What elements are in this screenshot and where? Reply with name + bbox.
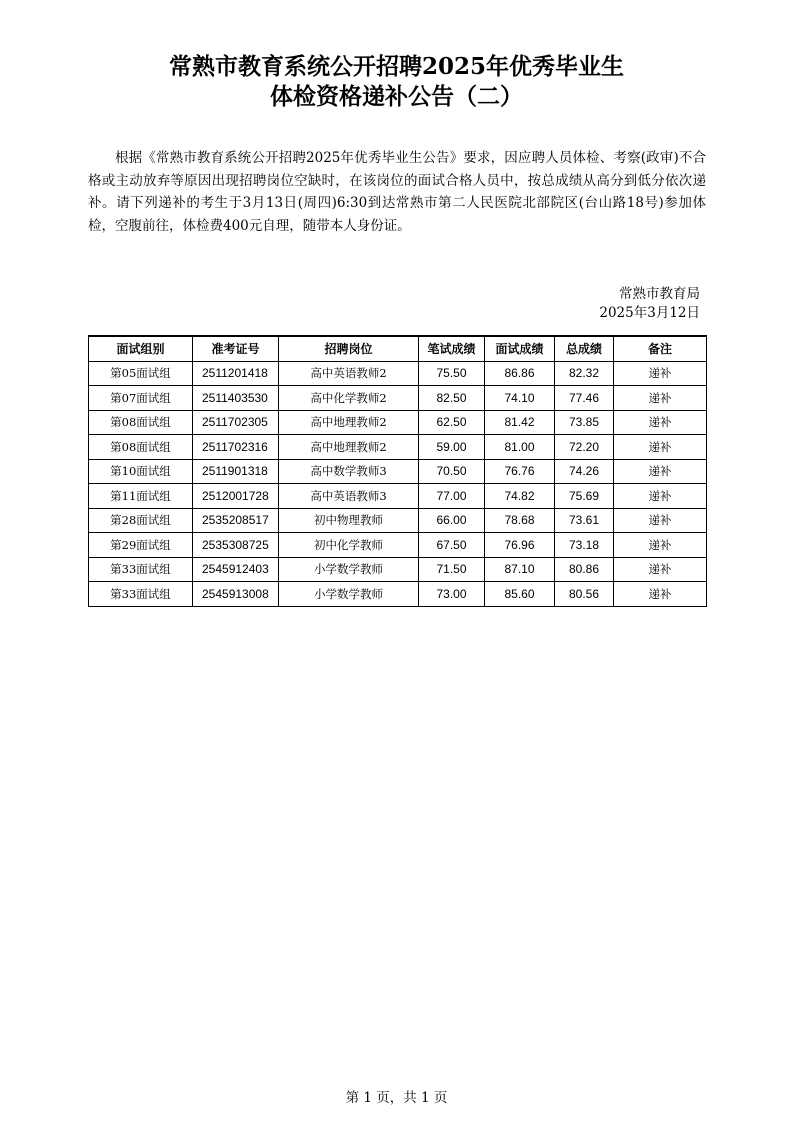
cell-position: 高中地理教师2 — [279, 435, 419, 460]
cell-group: 第11面试组 — [89, 484, 193, 509]
cell-written-score: 70.50 — [419, 459, 485, 484]
cell-position: 初中物理教师 — [279, 508, 419, 533]
cell-position: 小学数学教师 — [279, 582, 419, 607]
cell-remarks: 递补 — [614, 582, 707, 607]
cell-exam-id: 2511201418 — [193, 361, 279, 386]
cell-position: 高中英语教师3 — [279, 484, 419, 509]
cell-exam-id: 2535208517 — [193, 508, 279, 533]
cell-written-score: 77.00 — [419, 484, 485, 509]
cell-exam-id: 2511702305 — [193, 410, 279, 435]
cell-exam-id: 2511403530 — [193, 386, 279, 411]
table-row — [89, 557, 707, 582]
cell-written-score: 67.50 — [419, 533, 485, 558]
cell-interview-score: 85.60 — [485, 582, 555, 607]
cell-interview-score: 81.42 — [485, 410, 555, 435]
cell-position: 高中地理教师2 — [279, 410, 419, 435]
page-footer: 第 1 页，共 1 页 — [345, 1090, 448, 1106]
issue-date: 2025年3月12日 — [599, 305, 700, 321]
cell-interview-score: 76.96 — [485, 533, 555, 558]
cell-written-score: 75.50 — [419, 361, 485, 386]
cell-remarks: 递补 — [614, 484, 707, 509]
column-header-total-score: 总成绩 — [555, 336, 614, 361]
cell-remarks: 递补 — [614, 508, 707, 533]
table-row — [89, 410, 707, 435]
cell-position: 小学数学教师 — [279, 557, 419, 582]
cell-interview-score: 81.00 — [485, 435, 555, 460]
cell-exam-id: 2512001728 — [193, 484, 279, 509]
table-header-row — [89, 336, 707, 361]
cell-group: 第08面试组 — [89, 410, 193, 435]
cell-remarks: 递补 — [614, 386, 707, 411]
cell-interview-score: 76.76 — [485, 459, 555, 484]
table-row — [89, 582, 707, 607]
cell-written-score: 82.50 — [419, 386, 485, 411]
cell-interview-score: 86.86 — [485, 361, 555, 386]
cell-group: 第07面试组 — [89, 386, 193, 411]
page-title-line1: 常熟市教育系统公开招聘2025年优秀毕业生 — [168, 53, 624, 80]
cell-exam-id: 2511901318 — [193, 459, 279, 484]
cell-interview-score: 74.10 — [485, 386, 555, 411]
cell-remarks: 递补 — [614, 410, 707, 435]
table-row — [89, 484, 707, 509]
cell-total-score: 73.18 — [555, 533, 614, 558]
cell-remarks: 递补 — [614, 533, 707, 558]
cell-group: 第28面试组 — [89, 508, 193, 533]
cell-total-score: 73.61 — [555, 508, 614, 533]
cell-remarks: 递补 — [614, 459, 707, 484]
cell-remarks: 递补 — [614, 361, 707, 386]
cell-total-score: 73.85 — [555, 410, 614, 435]
cell-total-score: 80.86 — [555, 557, 614, 582]
column-header-interview-score: 面试成绩 — [485, 336, 555, 361]
cell-group: 第08面试组 — [89, 435, 193, 460]
cell-exam-id: 2535308725 — [193, 533, 279, 558]
column-header-remarks: 备注 — [614, 336, 707, 361]
column-header-exam-id: 准考证号 — [193, 336, 279, 361]
table-row — [89, 435, 707, 460]
cell-written-score: 59.00 — [419, 435, 485, 460]
cell-group: 第10面试组 — [89, 459, 193, 484]
cell-total-score: 72.20 — [555, 435, 614, 460]
cell-group: 第33面试组 — [89, 582, 193, 607]
cell-position: 高中化学教师2 — [279, 386, 419, 411]
cell-position: 高中数学教师3 — [279, 459, 419, 484]
table-row — [89, 508, 707, 533]
cell-exam-id: 2511702316 — [193, 435, 279, 460]
cell-total-score: 74.26 — [555, 459, 614, 484]
cell-group: 第29面试组 — [89, 533, 193, 558]
cell-interview-score: 78.68 — [485, 508, 555, 533]
cell-total-score: 82.32 — [555, 361, 614, 386]
column-header-position: 招聘岗位 — [279, 336, 419, 361]
table-row — [89, 533, 707, 558]
cell-position: 初中化学教师 — [279, 533, 419, 558]
cell-interview-score: 87.10 — [485, 557, 555, 582]
cell-group: 第33面试组 — [89, 557, 193, 582]
cell-exam-id: 2545912403 — [193, 557, 279, 582]
issuing-organization: 常熟市教育局 — [619, 286, 700, 302]
cell-remarks: 递补 — [614, 557, 707, 582]
table-row — [89, 361, 707, 386]
column-header-written-score: 笔试成绩 — [419, 336, 485, 361]
cell-written-score: 71.50 — [419, 557, 485, 582]
cell-position: 高中英语教师2 — [279, 361, 419, 386]
candidates-table — [88, 335, 707, 607]
cell-total-score: 75.69 — [555, 484, 614, 509]
table-row — [89, 386, 707, 411]
table-row — [89, 459, 707, 484]
cell-total-score: 77.46 — [555, 386, 614, 411]
cell-written-score: 62.50 — [419, 410, 485, 435]
cell-exam-id: 2545913008 — [193, 582, 279, 607]
cell-total-score: 80.56 — [555, 582, 614, 607]
cell-group: 第05面试组 — [89, 361, 193, 386]
cell-written-score: 73.00 — [419, 582, 485, 607]
column-header-group: 面试组别 — [89, 336, 193, 361]
cell-remarks: 递补 — [614, 435, 707, 460]
page-title-line2: 体检资格递补公告（二） — [270, 83, 523, 110]
announcement-body: 根据《常熟市教育系统公开招聘2025年优秀毕业生公告》要求，因应聘人员体检、考察(政审)不合格或主动放弃等原因出现招聘岗位空缺时，在该岗位的面试合格人员中，按总成绩从高分到低分依次递补。请下列递补的考生于3月13日(周四)6:30到达常熟市第二人民医院北部院区(台山路18号)参加体检，空腹前往，体检费400元自理，随带本人身份证。 — [88, 150, 706, 234]
cell-written-score: 66.00 — [419, 508, 485, 533]
cell-interview-score: 74.82 — [485, 484, 555, 509]
